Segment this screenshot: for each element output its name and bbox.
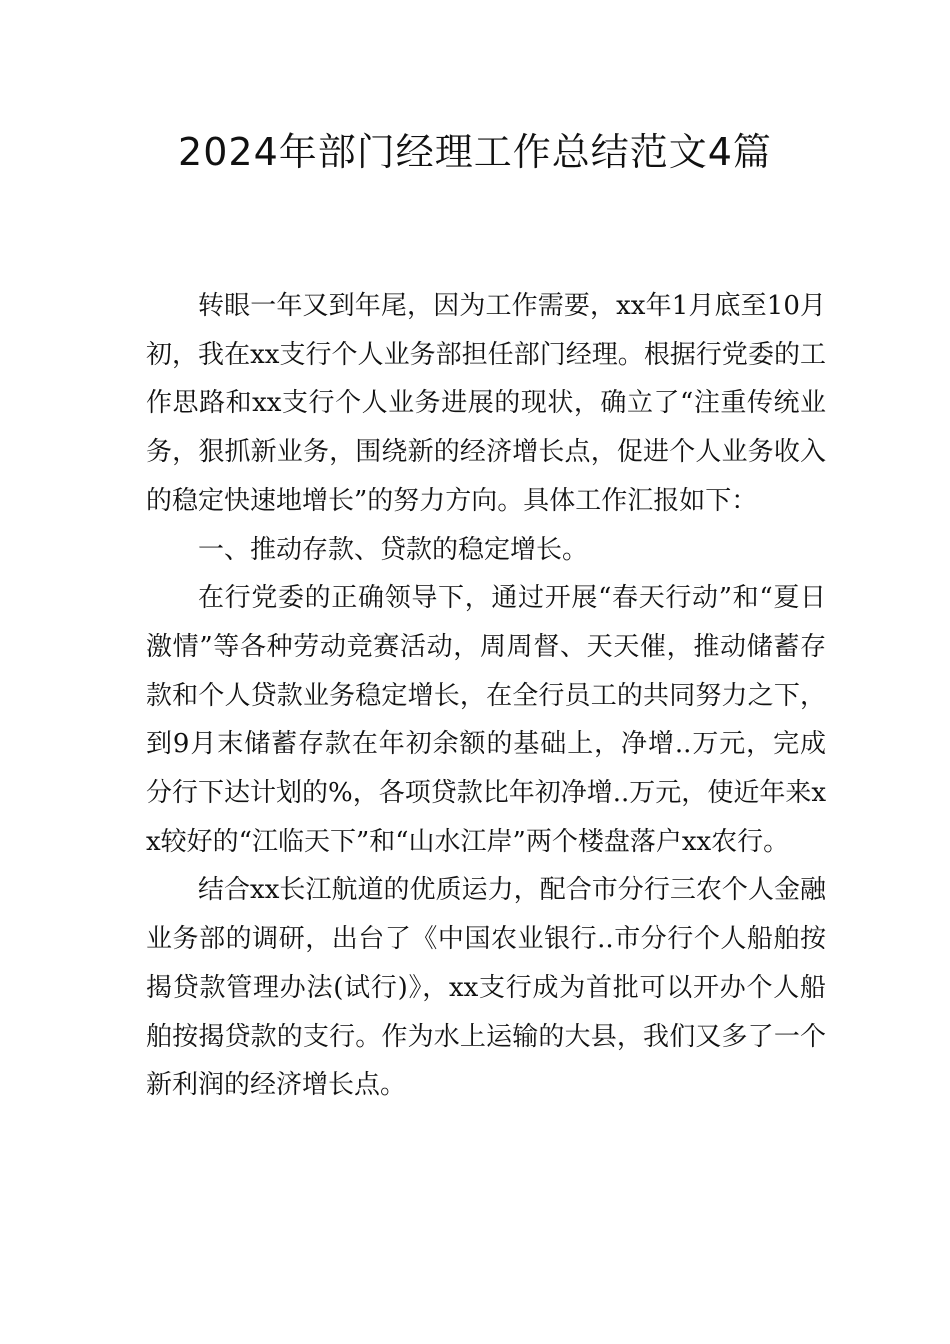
paragraph-deposits-loans: 在行党委的正确领导下，通过开展“春天行动”和“夏日激情”等各种劳动竞赛活动，周周督、天天催，推动储蓄存款和个人贷款业务稳定增长，在全行员工的共同努力之下，到9月末储蓄存款在年初余额的基础上，净增..万元，完成分行下达计划的%，各项贷款比年初净增..万元，使近年来xx较好的“江临天下”和“山水江岸”两个楼盘落户xx农行。 (146, 583, 826, 857)
section-heading-1: 一、推动存款、贷款的稳定增长。 (198, 534, 589, 565)
document-title: 2024年部门经理工作总结范文4篇 (178, 130, 772, 174)
document-body (146, 282, 826, 1110)
paragraph-ship-mortgage: 结合xx长江航道的优质运力，配合市分行三农个人金融业务部的调研，出台了《中国农业银行..市分行个人船舶按揭贷款管理办法(试行)》，xx支行成为首批可以开办个人船舶按揭贷款的支行。作为水上运输的大县，我们又多了一个新利润的经济增长点。 (146, 875, 826, 1101)
paragraph-intro: 转眼一年又到年尾，因为工作需要，xx年1月底至10月初，我在xx支行个人业务部担任部门经理。根据行党委的工作思路和xx支行个人业务进展的现状，确立了“注重传统业务，狠抓新业务，围绕新的经济增长点，促进个人业务收入的稳定快速地增长”的努力方向。具体工作汇报如下： (146, 291, 826, 516)
